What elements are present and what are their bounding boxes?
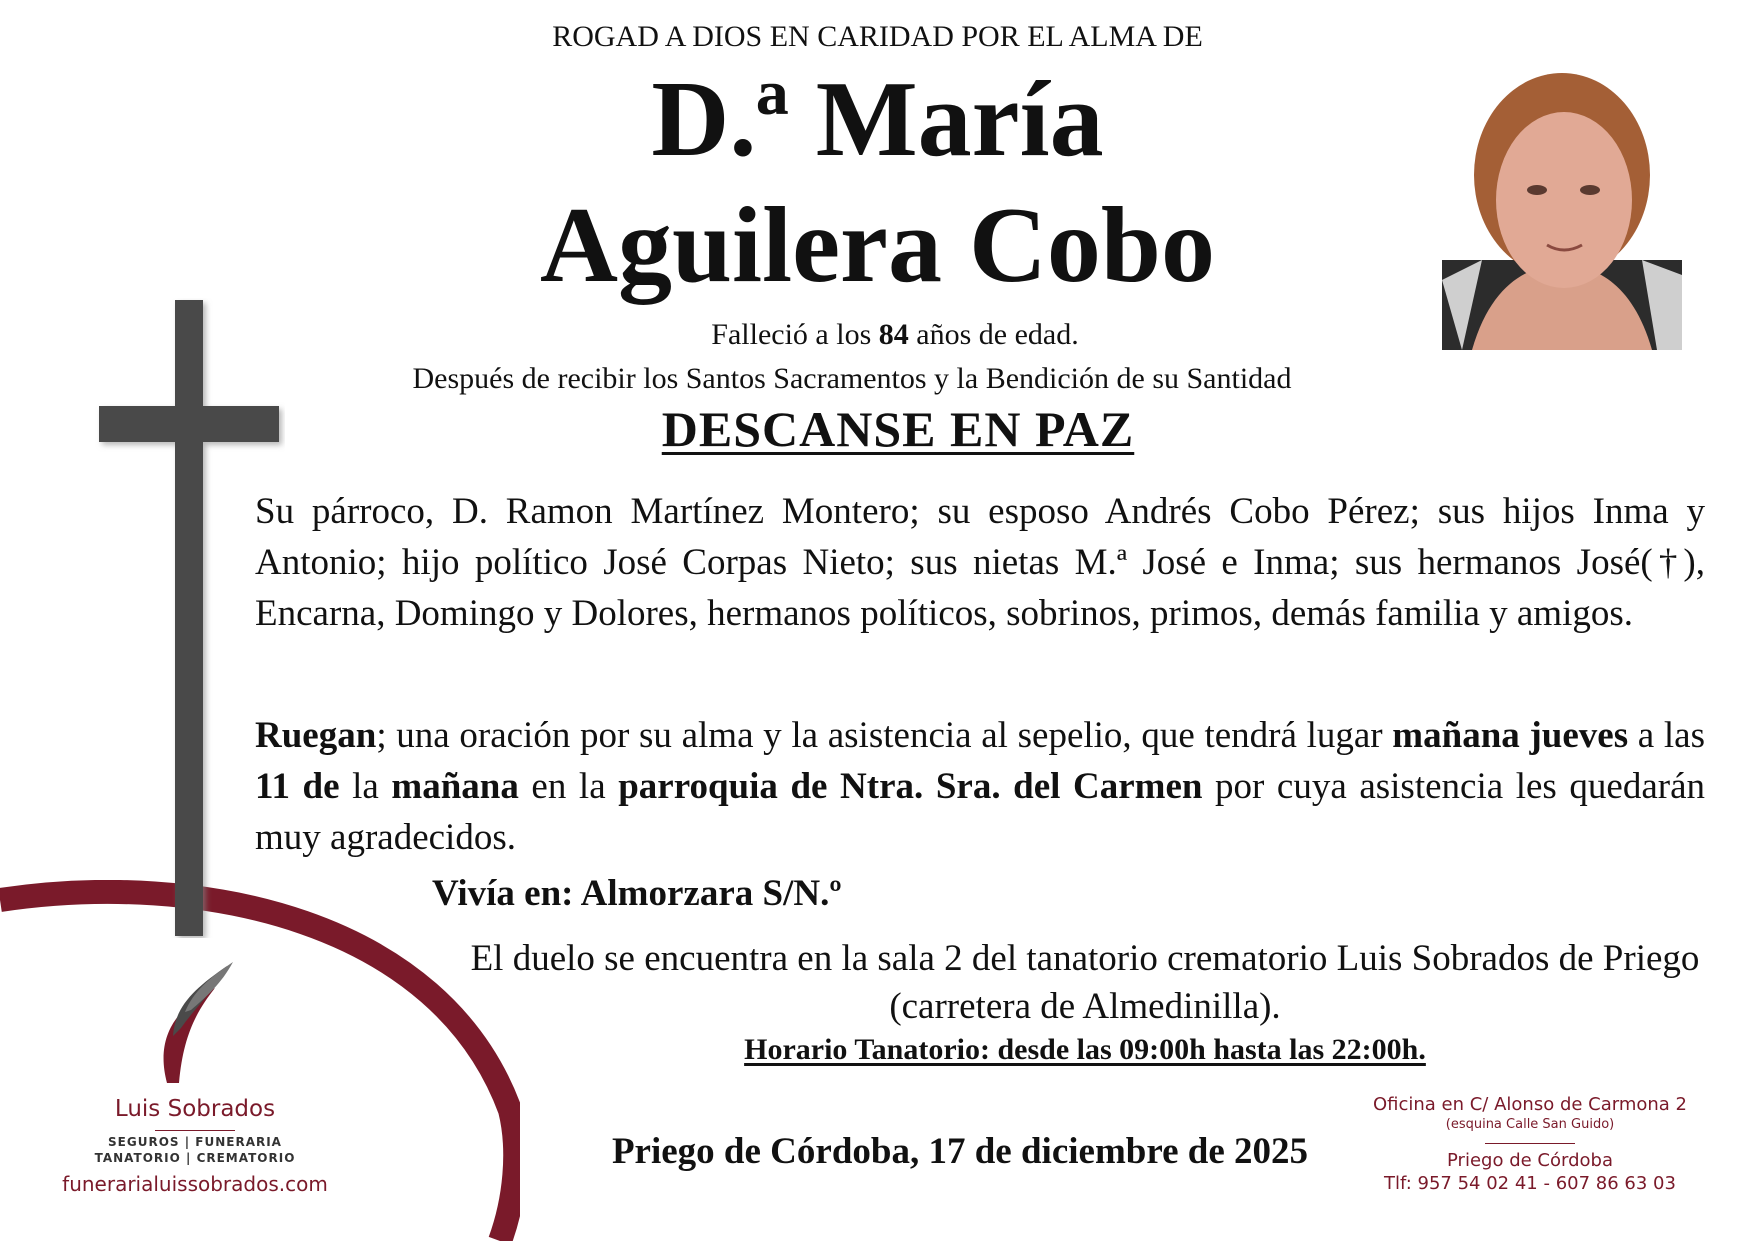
request-text-1: ; una oración por su alma y la asistencia al sepelio, que tendrá lugar (376, 715, 1393, 756)
age-value: 84 (878, 318, 909, 351)
age-suffix: años de edad. (908, 318, 1079, 351)
request-morning: mañana (391, 766, 519, 807)
wake-hours-text: Horario Tanatorio: desde las 09:00h hasta las 22:00h. (744, 1033, 1426, 1066)
brand-name: Luis Sobrados (114, 1096, 276, 1122)
deceased-name-line1: D.ª María (651, 60, 1104, 179)
request-text-4: en la (518, 766, 619, 807)
flame-logo-icon (155, 958, 235, 1088)
request-hour: 11 de (255, 766, 340, 807)
request-text-2: a las (1628, 715, 1705, 756)
brand-divider (155, 1130, 235, 1131)
family-paragraph: Su párroco, D. Ramon Martínez Montero; su esposo Andrés Cobo Pérez; sus hijos Inma y Antonio; hijo político José Corpas Nieto; sus nietas M.ª José e Inma; sus hermanos José(†), Encarna, Domingo y Dolores, hermanos políticos, sobrinos, primos, demás familia y amigos. (255, 491, 1705, 634)
sacraments-line: Después de recibir los Santos Sacramentos y la Bendición de su Santidad (412, 362, 1292, 395)
request-text-3: la (339, 766, 392, 807)
deceased-name-line2: Aguilera Cobo (540, 186, 1215, 305)
office-phone: Tlf: 957 54 02 41 - 607 86 63 03 (1384, 1173, 1676, 1194)
brand-services-1: SEGUROS | FUNERARIA (108, 1135, 282, 1149)
rest-in-peace-text: DESCANSE EN PAZ (661, 401, 1135, 457)
wake-info (420, 935, 1750, 1031)
wake-line2: (carretera de Almedinilla). (889, 986, 1281, 1027)
age-line (0, 318, 1755, 352)
place-and-date: Priego de Córdoba, 17 de diciembre de 2025 (611, 1131, 1309, 1172)
brand-services-2: TANATORIO | CREMATORIO (94, 1151, 296, 1165)
office-corner: (esquina Calle San Guido) (1445, 1117, 1615, 1132)
request-text-5: por cuya asistencia les quedarán muy agradecidos. (255, 766, 1705, 858)
wake-line1: El duelo se encuentra en la sala 2 del tanatorio crematorio Luis Sobrados de Priego (470, 938, 1700, 979)
office-divider (1485, 1143, 1575, 1144)
request-day: mañana jueves (1392, 715, 1629, 756)
office-address: Oficina en C/ Alonso de Carmona 2 (1372, 1094, 1688, 1115)
office-city: Priego de Córdoba (1447, 1150, 1613, 1171)
age-prefix: Falleció a los (711, 318, 879, 351)
residence-line: Vivía en: Almorzara S/N.º (432, 873, 842, 914)
prayer-header: ROGAD A DIOS EN CARIDAD POR EL ALMA DE (552, 20, 1203, 53)
request-ruegan: Ruegan (255, 715, 377, 756)
brand-website-link[interactable]: funerarialuissobrados.com (62, 1172, 328, 1196)
rest-in-peace-heading (0, 400, 1755, 458)
wake-hours (420, 1033, 1750, 1067)
request-parish: parroquia de Ntra. Sra. del Carmen (618, 766, 1203, 807)
request-paragraph (255, 710, 1705, 863)
